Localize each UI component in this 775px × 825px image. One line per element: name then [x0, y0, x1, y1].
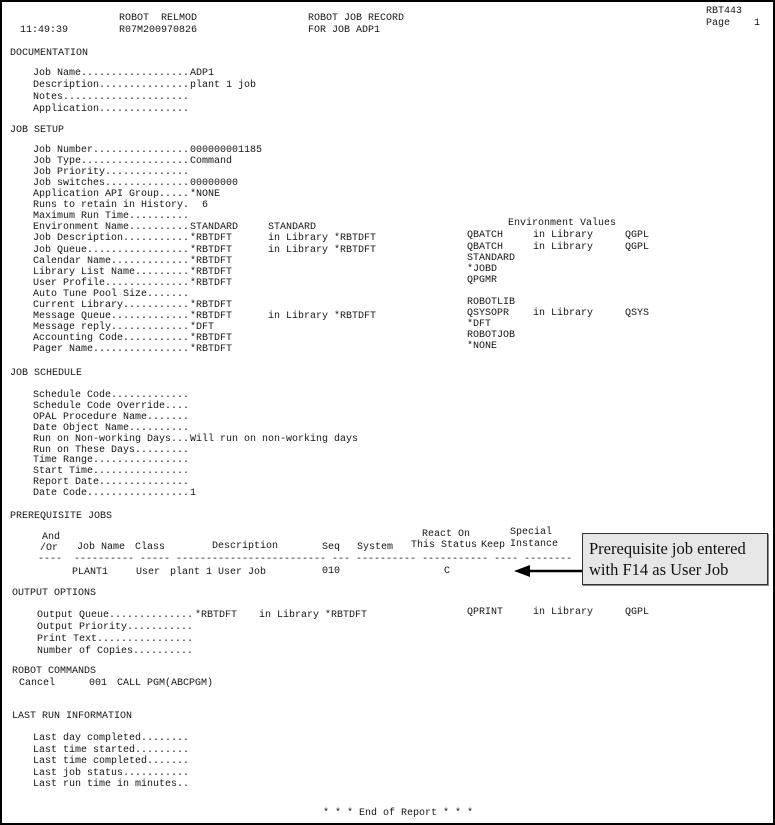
- field-label: Notes.....................: [33, 92, 190, 103]
- section-heading-robot-commands: ROBOT COMMANDS: [12, 666, 97, 677]
- section-heading-output-options: OUTPUT OPTIONS: [12, 588, 97, 599]
- prereq-class: User: [136, 567, 161, 578]
- prereq-description: plant 1 User Job: [170, 567, 267, 578]
- field-library: in Library *RBTDFT: [268, 233, 377, 245]
- field-value: *RBTDFT: [190, 233, 233, 245]
- field-label: Message Queue.............: [33, 310, 190, 322]
- report-id: RBT443: [706, 6, 743, 17]
- field-label: Schedule Code.............: [33, 390, 190, 401]
- callout-arrow-icon: [512, 564, 584, 578]
- field-library: STANDARD: [268, 222, 317, 234]
- field-value: *NONE: [190, 189, 221, 201]
- column-header-seq: Seq: [322, 542, 341, 553]
- command-text: CALL PGM(ABCPGM): [117, 678, 214, 689]
- environment-library-label: in Library: [533, 241, 594, 253]
- field-label: Environment Name..........: [33, 222, 190, 234]
- field-library: in Library *RBTDFT: [268, 244, 377, 256]
- product-name: ROBOT RELMOD: [119, 13, 198, 24]
- field-label: Message reply.............: [33, 321, 190, 333]
- environment-value: *NONE: [467, 341, 498, 353]
- environment-value: *JOBD: [467, 263, 498, 275]
- field-value: *RBTDFT: [190, 244, 233, 256]
- field-label: Runs to retain in History.: [33, 200, 190, 212]
- field-value: *RBTDFT: [190, 310, 233, 322]
- command-seq: 001: [89, 678, 108, 689]
- environment-value: QBATCH: [467, 230, 504, 242]
- field-value: *RBTDFT: [190, 255, 233, 267]
- release-id: R07M200970826: [119, 25, 198, 36]
- field-label: Time Range................: [33, 455, 190, 467]
- callout-line-2: with F14 as User Job: [589, 560, 729, 579]
- field-library: in Library *RBTDFT: [268, 310, 377, 322]
- section-heading-last-run: LAST RUN INFORMATION: [12, 711, 133, 722]
- field-label: OPAL Procedure Name.......: [33, 411, 190, 423]
- field-label: Date Code.................: [33, 488, 190, 500]
- field-label: Current Library...........: [33, 299, 190, 311]
- field-label: Last day completed........: [33, 733, 190, 744]
- prereq-job-name: PLANT1: [72, 567, 109, 578]
- field-label: Job Description...........: [33, 233, 190, 245]
- column-header-job-name: Job Name: [77, 542, 126, 553]
- field-label: User Profile..............: [33, 277, 190, 289]
- column-header-react-on: React On: [422, 529, 471, 540]
- field-label: Last job status...........: [33, 767, 190, 779]
- column-header-react-on: This Status: [411, 540, 478, 551]
- column-header-keep: Keep: [481, 540, 506, 551]
- field-label: Pager Name................: [33, 344, 190, 356]
- column-header-and-or: /Or: [40, 543, 59, 554]
- field-value: 1: [190, 488, 197, 500]
- section-heading-prerequisite-jobs: PREREQUISITE JOBS: [10, 511, 113, 522]
- field-label: Maximum Run Time..........: [33, 211, 190, 223]
- field-value: *RBTDFT: [190, 333, 233, 345]
- environment-value: ROBOTJOB: [467, 330, 516, 342]
- environment-library: QSYS: [625, 307, 650, 319]
- section-heading-job-schedule: JOB SCHEDULE: [10, 368, 83, 379]
- environment-library: QGPL: [625, 241, 650, 253]
- field-value: 00000000: [190, 178, 239, 190]
- field-label: Application...............: [33, 104, 190, 115]
- end-of-report: * * * End of Report * * *: [323, 808, 474, 819]
- column-header-special-instance: Special: [510, 527, 553, 538]
- column-header-system: System: [357, 542, 394, 553]
- environment-value: QPGMR: [467, 274, 498, 286]
- field-label: Start Time................: [33, 466, 190, 478]
- field-label: Auto Tune Pool Size.......: [33, 288, 190, 300]
- field-value: ADP1: [190, 68, 215, 79]
- field-label: Last run time in minutes..: [33, 779, 190, 791]
- field-value: *RBTDFT: [195, 610, 238, 621]
- environment-library-label: in Library: [533, 230, 594, 242]
- command-type: Cancel: [19, 678, 56, 689]
- environment-value: QSYSOPR: [467, 307, 510, 319]
- field-value: *DFT: [190, 321, 215, 333]
- field-label: Run on Non-working Days...: [33, 433, 190, 445]
- column-header-description: Description: [212, 541, 279, 552]
- environment-library-label: in Library: [533, 307, 594, 319]
- field-label: Accounting Code...........: [33, 333, 190, 345]
- field-label: Job Number................: [33, 145, 190, 156]
- report-time: 11:49:39: [20, 25, 69, 36]
- column-header-class: Class: [135, 542, 166, 553]
- report-subtitle: FOR JOB ADP1: [308, 25, 381, 36]
- environment-library: QGPL: [625, 230, 650, 242]
- field-label: Output Priority...........: [37, 622, 194, 633]
- environment-value: QPRINT: [467, 607, 504, 618]
- field-value: Command: [190, 156, 233, 168]
- environment-value: STANDARD: [467, 252, 516, 264]
- field-label: Run on These Days.........: [33, 444, 190, 456]
- field-value: *RBTDFT: [190, 277, 233, 289]
- environment-library: QGPL: [625, 607, 650, 618]
- field-label: Application API Group.....: [33, 189, 190, 201]
- field-label: Job Queue.................: [33, 244, 190, 256]
- field-label: Calendar Name.............: [33, 255, 190, 267]
- field-label: Job Name..................: [33, 68, 190, 79]
- field-value: *RBTDFT: [190, 266, 233, 278]
- prereq-seq: 010: [322, 566, 341, 577]
- field-label: Report Date...............: [33, 477, 190, 489]
- environment-value: *DFT: [467, 318, 492, 330]
- callout-line-1: Prerequisite job entered: [589, 539, 746, 558]
- field-label: Last time started.........: [33, 744, 190, 756]
- field-label: Job Type..................: [33, 156, 190, 168]
- environment-library-label: in Library: [533, 607, 594, 618]
- field-label: Print Text................: [37, 634, 194, 645]
- field-value: plant 1 job: [190, 80, 257, 91]
- field-label: Description...............: [33, 80, 190, 91]
- field-value: 6: [190, 200, 209, 212]
- field-value: Will run on non-working days: [190, 433, 359, 445]
- page-label: Page: [706, 18, 731, 29]
- report-title: ROBOT JOB RECORD: [308, 13, 405, 24]
- field-label: Last time completed.......: [33, 756, 190, 768]
- field-value: *RBTDFT: [190, 299, 233, 311]
- annotation-callout: [582, 533, 768, 585]
- environment-value: ROBOTLIB: [467, 296, 516, 308]
- section-heading-job-setup: JOB SETUP: [10, 125, 65, 136]
- field-label: Library List Name.........: [33, 266, 190, 278]
- environment-values-header: Environment Values: [508, 218, 617, 229]
- field-label: Job switches..............: [33, 178, 190, 190]
- field-label: Number of Copies..........: [37, 646, 194, 657]
- report-page: [2, 2, 773, 823]
- field-label: Date Object Name..........: [33, 422, 190, 434]
- table-separator: ---- ---------- ----- ------------------------- --- ---------- ----------- ---- --------: [38, 554, 573, 565]
- field-value: STANDARD: [190, 222, 239, 234]
- field-label: Job Priority..............: [33, 167, 190, 179]
- environment-value: QBATCH: [467, 241, 504, 253]
- field-library: in Library *RBTDFT: [259, 610, 368, 621]
- column-header-special-instance: Instance: [510, 539, 559, 550]
- prereq-react-status: C: [444, 566, 451, 577]
- field-value: *RBTDFT: [190, 344, 233, 356]
- section-heading-documentation: DOCUMENTATION: [10, 48, 89, 59]
- field-label: Output Queue..............: [37, 610, 194, 621]
- field-value: 000000001185: [190, 145, 263, 156]
- page-number: 1: [754, 18, 761, 29]
- column-header-and-or: And: [42, 532, 61, 543]
- field-label: Schedule Code Override....: [33, 400, 190, 412]
